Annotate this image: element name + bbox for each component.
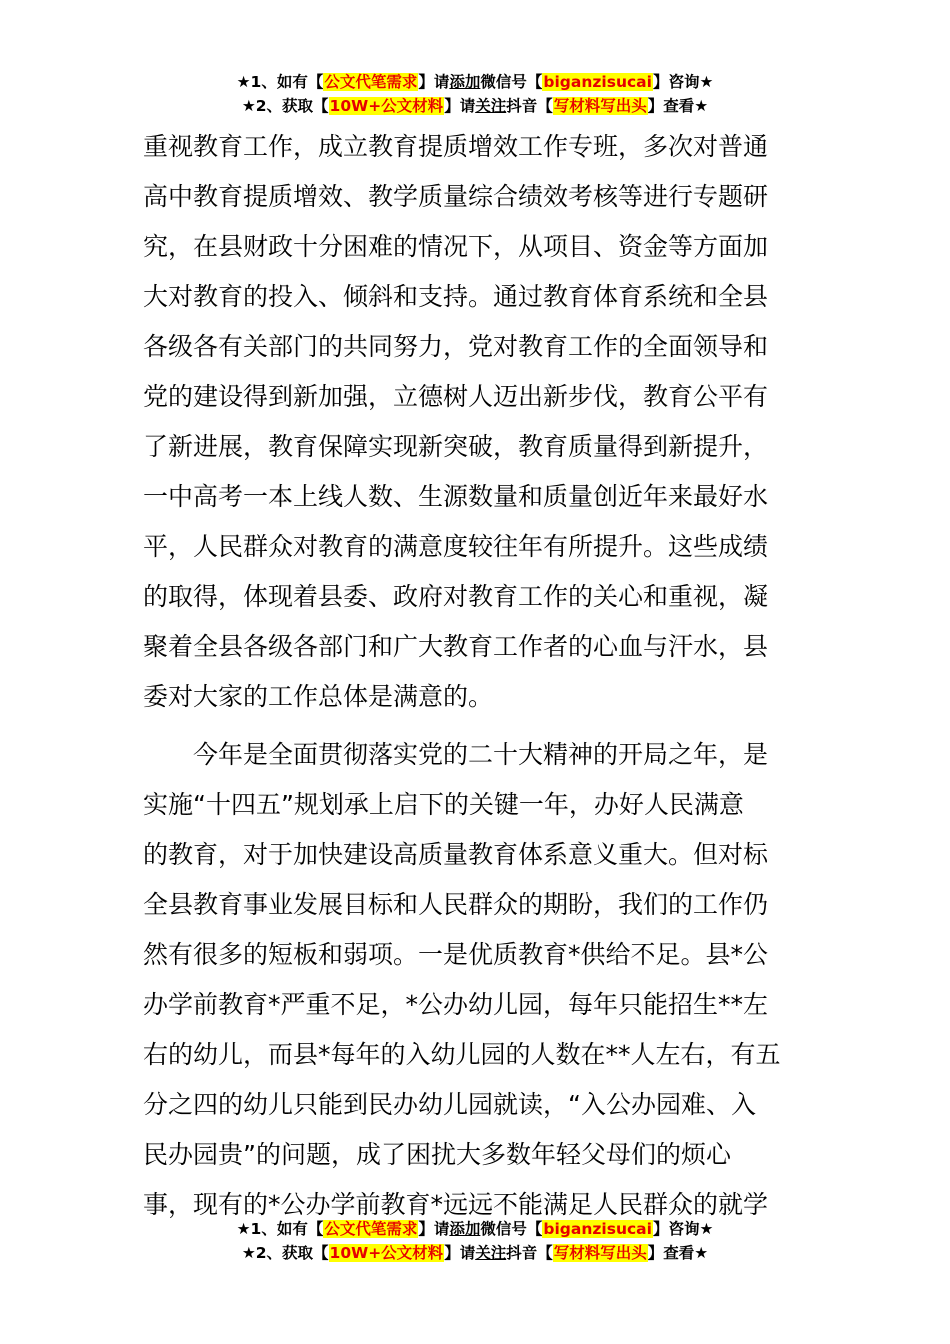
- banner-highlight: 写材料写出头: [553, 1244, 647, 1262]
- banner-text: ★2、获取【: [241, 1244, 329, 1262]
- banner-line-2: [0, 1241, 950, 1265]
- banner-line-1: [0, 70, 950, 94]
- banner-text: 】咨询★: [652, 1220, 714, 1238]
- banner-highlight: 10W+公文材料: [329, 97, 444, 115]
- banner-text: 】查看★: [647, 1244, 709, 1262]
- banner-highlight: 公文代笔需求: [324, 1220, 418, 1238]
- top-banner: [0, 70, 950, 118]
- banner-underlined-text: 关注: [475, 1244, 507, 1262]
- banner-text: ★1、如有【: [236, 73, 324, 91]
- banner-text: 】请: [444, 1244, 476, 1262]
- banner-underlined-text: 关注: [475, 97, 507, 115]
- text-line: 高中教育提质增效、教学质量综合绩效考核等进行专题研: [143, 182, 769, 211]
- paragraph-gap: [143, 722, 808, 730]
- text-line: 平，人民群众对教育的满意度较往年有所提升。这些成绩: [143, 532, 769, 561]
- text-line: 了新进展，教育保障实现新突破，教育质量得到新提升，: [143, 432, 769, 461]
- banner-text: 】咨询★: [652, 73, 714, 91]
- text-line: 的取得，体现着县委、政府对教育工作的关心和重视，凝: [143, 582, 769, 611]
- text-line: 实施“十四五”规划承上启下的关键一年，办好人民满意: [143, 790, 744, 819]
- text-line: 党的建设得到新加强，立德树人迈出新步伐，教育公平有: [143, 382, 769, 411]
- text-line: 分之四的幼儿只能到民办幼儿园就读，“入公办园难、入: [143, 1090, 756, 1119]
- text-line: 各级各有关部门的共同努力，党对教育工作的全面领导和: [143, 332, 769, 361]
- document-body: [143, 122, 808, 1230]
- text-line: 民办园贵”的问题，成了困扰大多数年轻父母们的烦心: [143, 1140, 731, 1169]
- banner-line-2: [0, 94, 950, 118]
- text-line: 办学前教育*严重不足，*公办幼儿园，每年只能招生**左: [143, 990, 769, 1019]
- banner-line-1: [0, 1217, 950, 1241]
- text-line: 然有很多的短板和弱项。一是优质教育*供给不足。县*公: [143, 940, 769, 969]
- text-line: 全县教育事业发展目标和人民群众的期盼，我们的工作仍: [143, 890, 769, 919]
- banner-highlight: 写材料写出头: [553, 97, 647, 115]
- text-line: 事，现有的*公办学前教育*远远不能满足人民群众的就学: [143, 1190, 769, 1219]
- text-line: 右的幼儿，而县*每年的入幼儿园的人数在**人左右，有五: [143, 1040, 781, 1069]
- banner-text: 抖音【: [506, 97, 553, 115]
- banner-text: 】请: [444, 97, 476, 115]
- text-line: 委对大家的工作总体是满意的。: [143, 682, 494, 711]
- banner-highlight: 10W+公文材料: [329, 1244, 444, 1262]
- banner-highlight: biganzisucai: [543, 73, 652, 91]
- paragraph-1: [143, 122, 808, 722]
- bottom-banner: [0, 1217, 950, 1265]
- text-line: 究，在县财政十分困难的情况下，从项目、资金等方面加: [143, 232, 769, 261]
- text-line: 重视教育工作，成立教育提质增效工作专班，多次对普通: [143, 132, 769, 161]
- banner-text: ★1、如有【: [236, 1220, 324, 1238]
- banner-underlined-text: 添加: [449, 1220, 481, 1238]
- banner-highlight: biganzisucai: [543, 1220, 652, 1238]
- banner-text: 微信号【: [480, 73, 543, 91]
- banner-text: 】查看★: [647, 97, 709, 115]
- banner-text: ★2、获取【: [241, 97, 329, 115]
- text-line: 大对教育的投入、倾斜和支持。通过教育体育系统和全县: [143, 282, 769, 311]
- banner-text: 抖音【: [506, 1244, 553, 1262]
- banner-underlined-text: 添加: [449, 73, 481, 91]
- text-line: 的教育，对于加快建设高质量教育体系意义重大。但对标: [143, 840, 769, 869]
- banner-highlight: 公文代笔需求: [324, 73, 418, 91]
- paragraph-2: [143, 730, 808, 1230]
- text-line: 聚着全县各级各部门和广大教育工作者的心血与汗水，县: [143, 632, 769, 661]
- text-line: 一中高考一本上线人数、生源数量和质量创近年来最好水: [143, 482, 769, 511]
- banner-text: 】请: [418, 73, 450, 91]
- text-line: 今年是全面贯彻落实党的二十大精神的开局之年，是: [143, 740, 769, 769]
- banner-text: 】请: [418, 1220, 450, 1238]
- banner-text: 微信号【: [480, 1220, 543, 1238]
